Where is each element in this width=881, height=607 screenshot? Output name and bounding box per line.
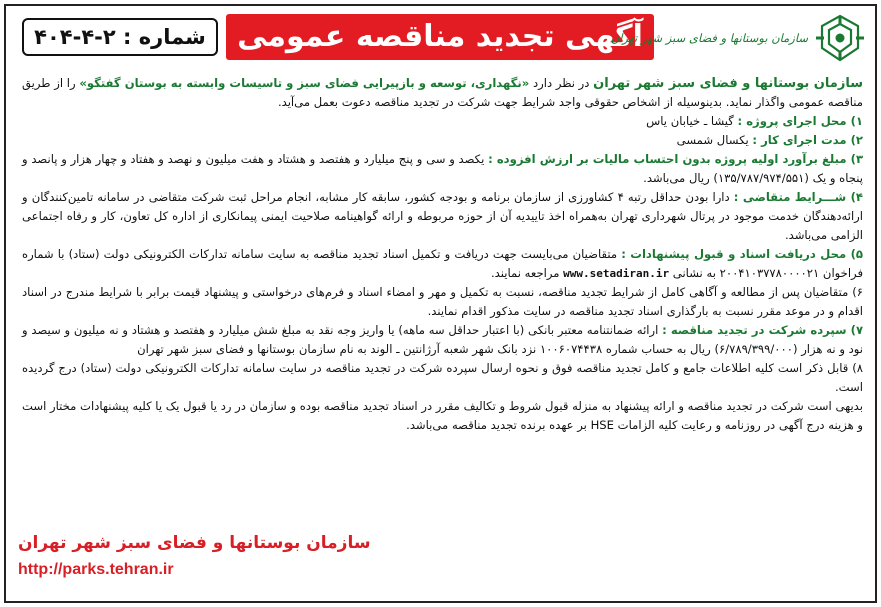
footer-org: سازمان بوستانها و فضای سبز شهر تهران [18, 533, 371, 553]
clause-7-label: ۷) سپرده شرکت در تجدید مناقصه : [662, 323, 864, 337]
notice-footer [18, 533, 371, 593]
notice-body [22, 74, 863, 435]
brand-name: سازمان بوستانها و فضای سبز شهر تهران [610, 31, 808, 45]
intro-org: سازمان بوستانها و فضای سبز شهر تهران [593, 76, 863, 91]
footer-url[interactable]: http://parks.tehran.ir [18, 561, 174, 578]
clause-4 [22, 188, 863, 245]
clause-8-text: ۸) قابل ذکر است کلیه اطلاعات جامع و کامل تجدید مناقصه فوق و نحوه ارسال سپرده شرکت در تجدید مناقصه در سایت سامانه تدارکات الکترونیکی دولت (ستاد) درج گردیده است. [22, 361, 863, 394]
clause-7 [22, 321, 863, 359]
clause-1 [22, 112, 863, 131]
clause-7-text: ارائه ضمانتنامه معتبر بانکی (با اعتبار حداقل سه ماهه) یا واریز وجه نقد به مبلغ شش میلیارد و هفتصد و هشتاد و نه میلیون و سیصد و نود و نه هزار (۶/۷۸۹/۳۹۹/۰۰۰) ریال به حساب شماره ۱۰۰۶۰۷۴۴۳۸ نزد بانک شهر شعبه آرژانتین ـ الوند به نام سازمان بوستانها و فضای سبز شهر تهران [22, 323, 863, 356]
clause-3-text: یکصد و سی و پنج میلیارد و هفتصد و هشتاد و هفت میلیون و نهصد و هفتاد و چهار هزار و پانصد و پنجاه و یک (۱۳۵/۷۸۷/۹۷۴/۵۵۱) ریال می‌باشد. [22, 152, 863, 185]
clause-1-text: گیشا ـ خیابان یاس [646, 114, 738, 128]
clause-6-text: ۶) متقاضیان پس از مطالعه و آگاهی کامل از شرایط تجدید مناقصه، نسبت به تکمیل و مهر و امضاء اسناد و فرم‌های درخواستی و پیشنهاد قیمت برابر با شرایط مندرج در اسناد اقدام و در موعد مقرر نسبت به بارگذاری اسناد تجدید مناقصه در سایت مذکور اقدام نمایند. [22, 285, 863, 318]
clause-8 [22, 359, 863, 397]
setadiran-link[interactable]: www.setadiran.ir [563, 267, 670, 280]
clause-3 [22, 150, 863, 188]
intro-mid: در نظر دارد [529, 76, 594, 90]
clause-4-text: دارا بودن حداقل رتبه ۴ کشاورزی از سازمان برنامه و بودجه کشور، سابقه کار مشابه، انجام مراحل ثبت شرکت متقاضی در سامانه تامین‌کنندگان و ارائه‌دهندگان خدمت موجود در پرتال شهرداری تهران به‌همراه اخذ تاییدیه آن از حوزه مربوطه و ارائه گواهینامه صلاحیت ایمنی پیمانکاری از اداره کل تعاون، کار و رفاه اجتماعی الزامی می‌باشد. [22, 190, 863, 242]
tender-notice [4, 4, 877, 603]
clause-1-label: ۱) محل اجرای پروژه : [737, 114, 863, 128]
tehran-parks-logo-icon [812, 12, 868, 64]
notice-title: آگهی تجدید مناقصه عمومی [226, 14, 654, 60]
clause-5-text: متقاضیان می‌بایست جهت دریافت و تکمیل اسناد تجدید مناقصه به سایت سامانه تدارکات الکترونیکی دولت (ستاد) با شماره فراخوان ۲۰۰۴۱۰۳۷۷۸۰۰۰۰۲۱ به نشانی [22, 247, 863, 280]
notice-header [6, 6, 875, 70]
clause-5-label: ۵) محل دریافت اسناد و قبول پیشنهادات : [621, 247, 863, 261]
clause-4-label: ۴) شـــرایط متقاضی : [733, 190, 863, 204]
clause-2 [22, 131, 863, 150]
clause-5-after: مراجعه نمایند. [491, 266, 564, 280]
clause-6 [22, 283, 863, 321]
intro-paragraph [22, 74, 863, 112]
clause-3-label: ۳) مبلغ برآورد اولیه پروژه بدون احتساب مالیات بر ارزش افزوده : [488, 152, 864, 166]
intro-project: «نگهداری، توسعه و بازپیرایی فضای سبز و تاسیسات وابسته به بوستان گفتگو» [79, 76, 530, 90]
intro-rest: را از طریق مناقصه عمومی واگذار نماید. بدینوسیله از اشخاص حقوقی واجد شرایط جهت شرکت در تجدید مناقصه دعوت بعمل می‌آید. [22, 76, 863, 109]
clause-2-text: یکسال شمسی [676, 133, 753, 147]
clause-2-label: ۲) مدت اجرای کار : [752, 133, 863, 147]
clause-5 [22, 245, 863, 283]
notice-number: شماره : ۲-۴-۴۰۴ [22, 18, 218, 56]
closing-paragraph: بدیهی است شرکت در تجدید مناقصه و ارائه پیشنهاد به منزله قبول شروط و تکالیف مقرر در اسناد تجدید مناقصه بوده و سازمان در رد یا قبول یک یا کلیه پیشنهادات مختار است و هزینه درج آگهی در روزنامه و رعایت کلیه الزامات HSE بر عهده برنده تجدید مناقصه می‌باشد. [22, 399, 863, 432]
